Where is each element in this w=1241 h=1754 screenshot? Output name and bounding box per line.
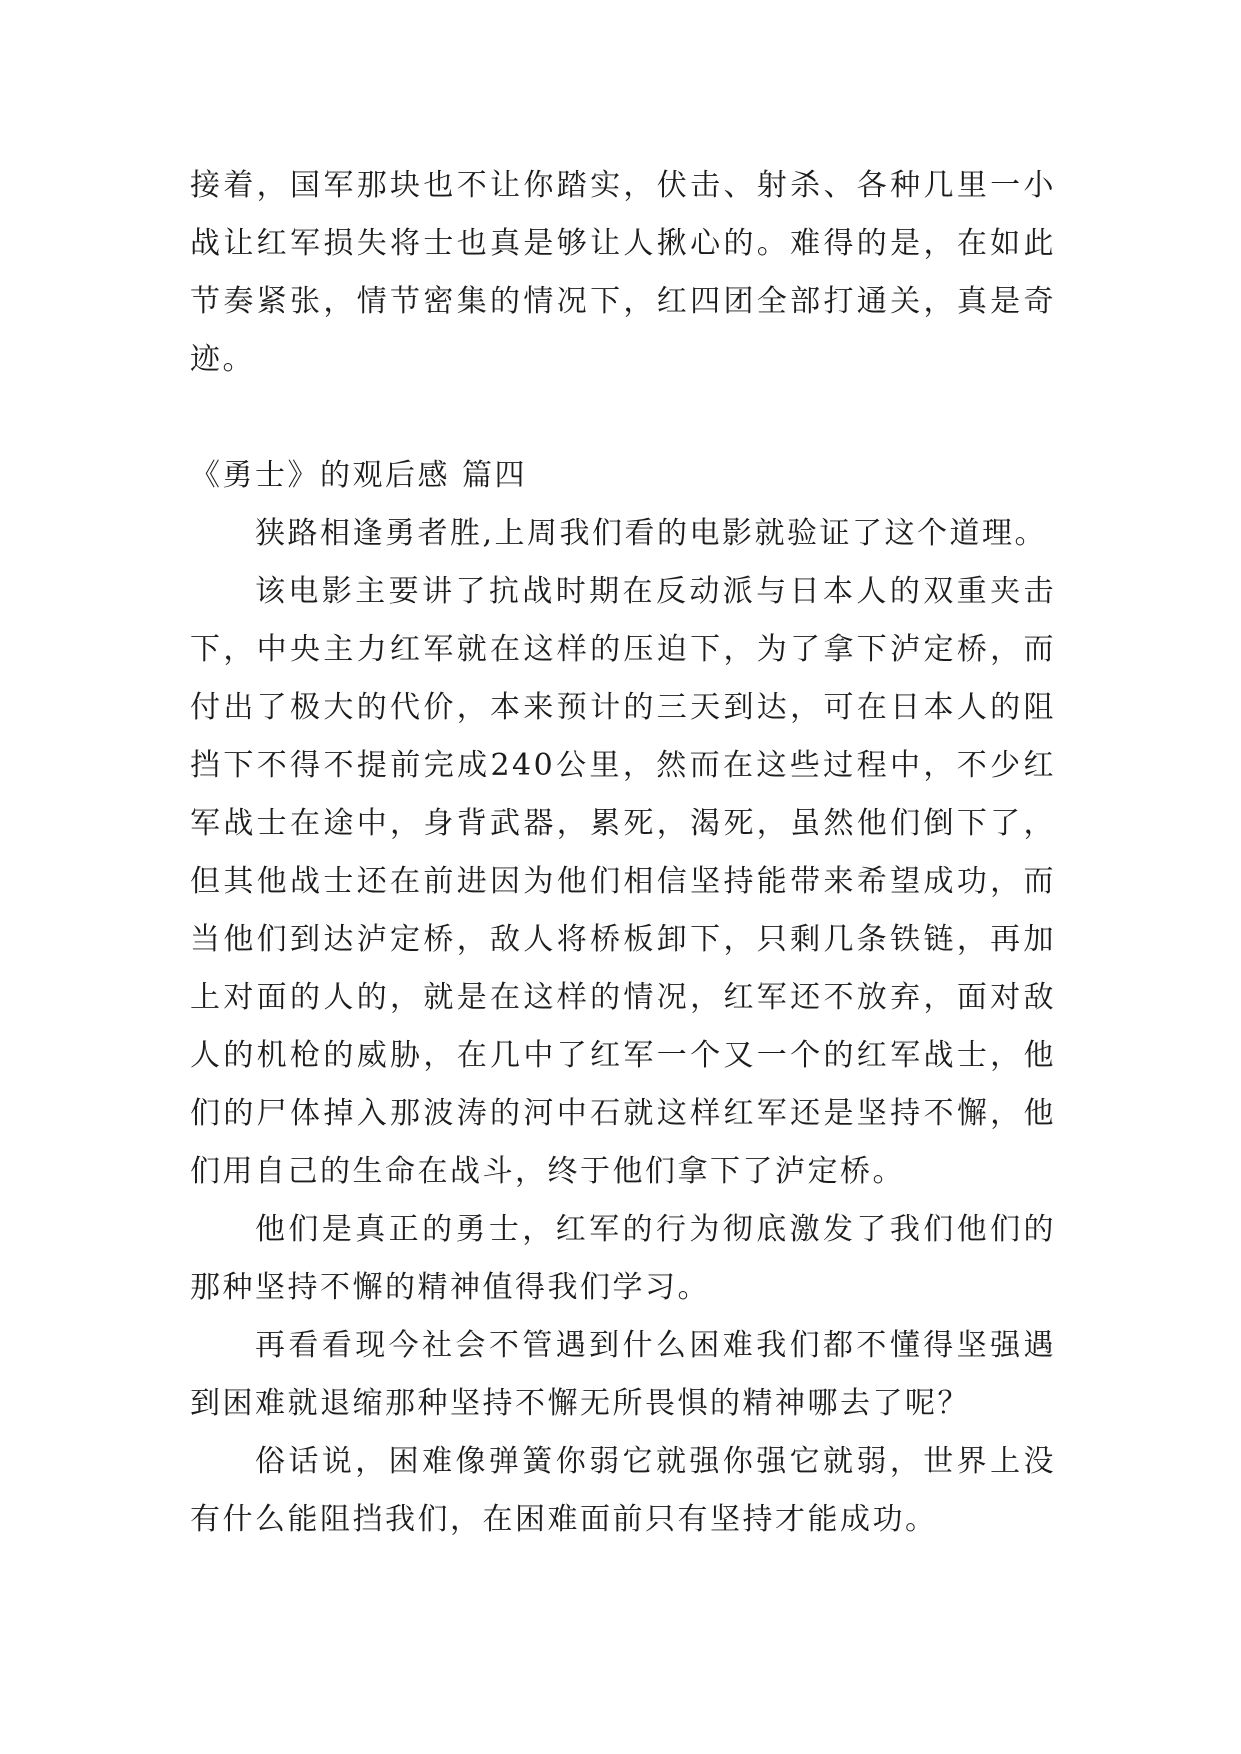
paragraph-1: 狭路相逢勇者胜,上周我们看的电影就验证了这个道理。 [255, 516, 1048, 551]
paragraph-5: 俗话说，困难像弹簧你弱它就强你强它就弱，世界上没有什么能阻挡我们，在困难面前只有坚持才能成功。 [190, 1444, 1056, 1537]
document-body [190, 157, 1056, 1549]
section-heading: 《勇士》的观后感 篇四 [190, 458, 528, 493]
paragraph-3: 他们是真正的勇士，红军的行为彻底激发了我们他们的那种坚持不懈的精神值得我们学习。 [190, 1212, 1056, 1305]
intro-paragraph: 接着，国军那块也不让你踏实，伏击、射杀、各种几里一小战让红军损失将士也真是够让人揪心的。难得的是，在如此节奏紧张，情节密集的情况下，红四团全部打通关，真是奇迹。 [190, 168, 1056, 377]
paragraph-4: 再看看现今社会不管遇到什么困难我们都不懂得坚强遇到困难就退缩那种坚持不懈无所畏惧的精神哪去了呢？ [190, 1328, 1056, 1421]
paragraph-2: 该电影主要讲了抗战时期在反动派与日本人的双重夹击下，中央主力红军就在这样的压迫下，为了拿下泸定桥，而付出了极大的代价，本来预计的三天到达，可在日本人的阻挡下不得不提前完成240公里，然而在这些过程中，不少红军战士在途中，身背武器，累死，渴死，虽然他们倒下了，但其他战士还在前进因为他们相信坚持能带来希望成功，而当他们到达泸定桥，敌人将桥板卸下，只剩几条铁链，再加上对面的人的，就是在这样的情况，红军还不放弃，面对敌人的机枪的威胁，在几中了红军一个又一个的红军战士，他们的尸体掉入那波涛的河中石就这样红军还是坚持不懈，他们用自己的生命在战斗，终于他们拿下了泸定桥。 [190, 574, 1056, 1189]
